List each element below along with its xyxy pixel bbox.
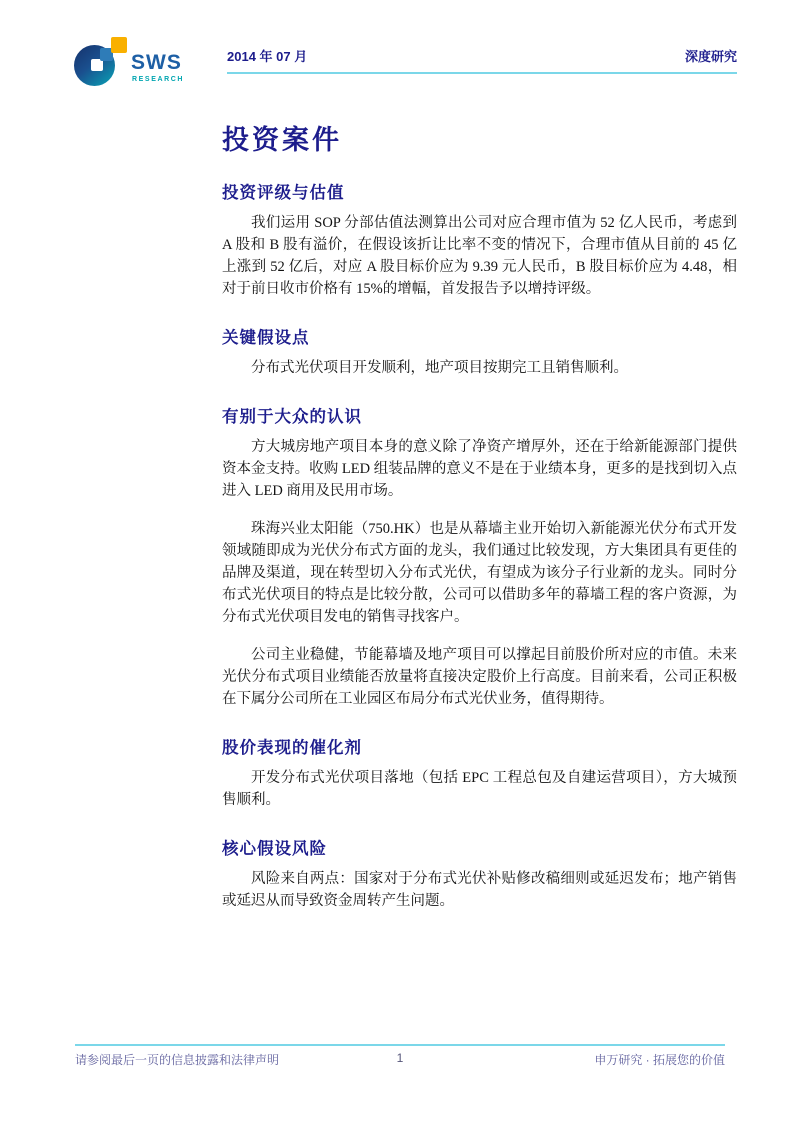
page-footer <box>75 1044 725 1068</box>
paragraph: 分布式光伏项目开发顺利，地产项目按期完工且销售顺利。 <box>251 360 628 376</box>
report-type-label: 深度研究 <box>684 49 737 64</box>
section-heading-differentiated-view: 有别于大众的认识 <box>222 408 362 426</box>
paragraph: 珠海兴业太阳能（750.HK）也是从幕墙主业开始切入新能源光伏分布式开发领域随即成为光伏分布式方面的龙头，我们通过比较发现，方大集团具有更佳的品牌及渠道，现在转型切入分布式光伏，有望成为该分子行业新的龙头。同时分布式光伏项目的特点是比较分散，公司可以借助多年的幕墙工程的客户资源，为分布式光伏项目发电的销售寻找客户。 <box>222 521 737 625</box>
report-date: 2014 年 07 月 <box>227 49 308 64</box>
paragraph: 风险来自两点：国家对于分布式光伏补贴修改稿细则或延迟发布；地产销售或延迟从而导致资金周转产生问题。 <box>222 871 737 909</box>
footer-slogan: 申万研究 · 拓展您的价值 <box>594 1053 725 1067</box>
report-body <box>222 118 737 912</box>
logo-wordmark: SWS <box>131 51 182 74</box>
section-heading-catalysts: 股价表现的催化剂 <box>222 739 362 757</box>
page-title: 投资案件 <box>222 125 342 155</box>
logo-orange-square-icon <box>111 37 127 53</box>
header-rule-row <box>227 46 737 74</box>
logo-subtitle: RESEARCH <box>132 76 185 83</box>
paragraph: 方大城房地产项目本身的意义除了净资产增厚外，还在于给新能源部门提供资本金支持。收购 LED 组装品牌的意义不是在于业绩本身，更多的是找到切入点进入 LED 商用及民用市场。 <box>222 439 737 499</box>
paragraph: 我们运用 SOP 分部估值法测算出公司对应合理市值为 52 亿人民币，考虑到 A 股和 B 股有溢价，在假设该折让比率不变的情况下，合理市值从目前的 45 亿上涨到 52 亿后，对应 A 股目标价应为 9.39 元人民币，B 股目标价应为 4.48，相对于前日收市价格有 15%的增幅，首发报告予以增持评级。 <box>222 215 737 297</box>
footer-disclaimer: 请参阅最后一页的信息披露和法律声明 <box>75 1053 280 1067</box>
paragraph: 公司主业稳健，节能幕墙及地产项目可以撑起目前股价所对应的市值。未来光伏分布式项目业绩能否放量将直接决定股价上行高度。目前来看，公司正积极在下属分公司所在工业园区布局分布式光伏业务，值得期待。 <box>222 647 737 707</box>
section-heading-key-assumptions: 关键假设点 <box>222 329 310 347</box>
page-header <box>0 0 800 92</box>
paragraph: 开发分布式光伏项目落地（包括 EPC 工程总包及自建运营项目），方大城预售顺利。 <box>222 770 737 808</box>
sws-logo <box>74 36 185 94</box>
section-heading-core-risks: 核心假设风险 <box>222 840 327 858</box>
section-heading-rating-valuation: 投资评级与估值 <box>222 184 345 202</box>
page-number: 1 <box>396 1051 404 1065</box>
